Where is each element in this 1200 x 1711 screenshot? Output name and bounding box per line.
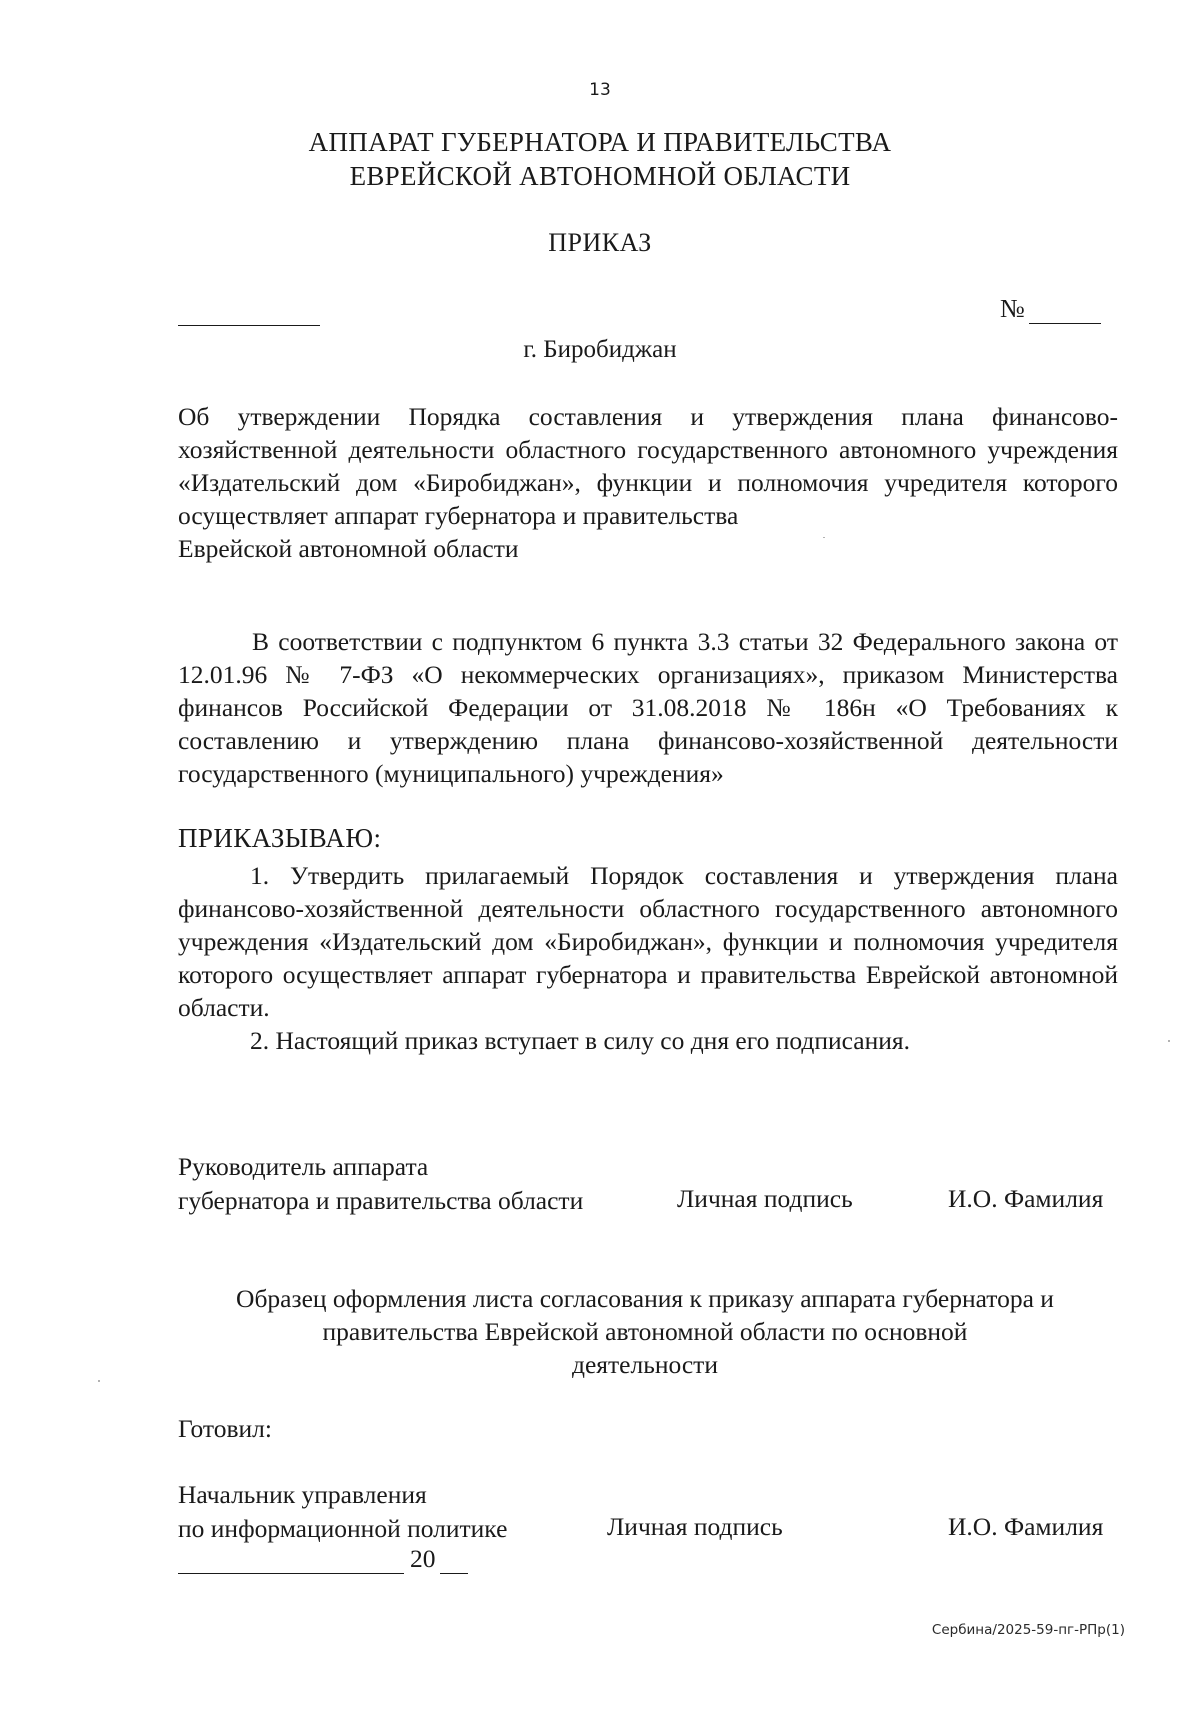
organization-title-line-1: АППАРАТ ГУБЕРНАТОРА И ПРАВИТЕЛЬСТВА bbox=[308, 127, 892, 157]
order-subject-last-line: Еврейской автономной области bbox=[178, 534, 519, 563]
preamble-paragraph: В соответствии с подпунктом 6 пункта 3.3 статьи 32 Федерального закона от 12.01.96 № 7-ФЗ «О некоммерческих организациях», приказом Министерства финансов Российской Федерации от 31.08.2018 № 186н «О Требованиях к составлению и утверждению плана финансово-хозяйственной деятельности государственного (муниципального) учреждения» bbox=[178, 627, 1118, 788]
order-keyword: ПРИКАЗЫВАЮ: bbox=[178, 823, 382, 853]
scan-speck bbox=[98, 1380, 100, 1382]
approval-sheet-title-line-2: правительства Еврейской автономной области по основной bbox=[322, 1317, 968, 1346]
number-sign: № bbox=[1000, 294, 1025, 323]
signature-placeholder: Личная подпись bbox=[677, 1184, 853, 1213]
preparer-position-line-2: по информационной политике bbox=[178, 1514, 508, 1543]
number-blank-line bbox=[1029, 295, 1101, 324]
scan-speck bbox=[1168, 1040, 1170, 1042]
preparer-signature-placeholder: Личная подпись bbox=[607, 1512, 783, 1541]
approval-year-prefix: 20 bbox=[410, 1544, 436, 1573]
document-type: ПРИКАЗ bbox=[548, 228, 652, 257]
signatory-position-line-2: губернатора и правительства области bbox=[178, 1186, 584, 1215]
city: г. Биробиджан bbox=[523, 336, 677, 363]
order-item-2: 2. Настоящий приказ вступает в силу со дня его подписания. bbox=[250, 1026, 910, 1055]
preparer-position bbox=[178, 1478, 507, 1546]
organization-title-line-2: ЕВРЕЙСКОЙ АВТОНОМНОЙ ОБЛАСТИ bbox=[349, 161, 851, 191]
signatory-name: И.О. Фамилия bbox=[948, 1184, 1104, 1213]
prepared-by-label: Готовил: bbox=[178, 1414, 272, 1443]
document-number bbox=[1000, 294, 1101, 324]
organization-title bbox=[150, 125, 1050, 193]
scan-speck bbox=[823, 537, 825, 538]
signatory-position-line-1: Руководитель аппарата bbox=[178, 1152, 429, 1181]
approval-sheet-title-line-3: деятельности bbox=[572, 1350, 718, 1379]
approval-date-blank bbox=[178, 1547, 404, 1574]
order-subject-body: Об утверждении Порядка составления и утверждения плана финансово-хозяйственной деятельности областного государственного автономного учреждения «Издательский дом «Биробиджан», функции и полномочия учредителя которого осуществляет аппарат губернатора и правительства bbox=[178, 402, 1118, 530]
preparer-name: И.О. Фамилия bbox=[948, 1512, 1104, 1541]
approval-sheet-title-line-1: Образец оформления листа согласования к приказу аппарата губернатора и bbox=[236, 1284, 1054, 1313]
page-number: 13 bbox=[589, 80, 611, 100]
order-subject bbox=[178, 400, 1118, 565]
order-item-1: 1. Утвердить прилагаемый Порядок составления и утверждения плана финансово-хозяйственной деятельности областного государственного автономного учреждения «Издательский дом «Биробиджан», функции и полномочия учредителя которого осуществляет аппарат губернатора и правительства Еврейской автономной области. bbox=[178, 861, 1118, 1022]
preparer-position-line-1: Начальник управления bbox=[178, 1480, 427, 1509]
approval-date-row bbox=[178, 1544, 468, 1574]
date-blank-line bbox=[178, 325, 320, 326]
document-reference-footer: Сербина/2025-59-пг-РПр(1) bbox=[931, 1622, 1125, 1638]
approval-sheet-title bbox=[170, 1282, 1120, 1381]
approval-year-blank bbox=[440, 1547, 468, 1574]
signatory-position bbox=[178, 1150, 583, 1218]
